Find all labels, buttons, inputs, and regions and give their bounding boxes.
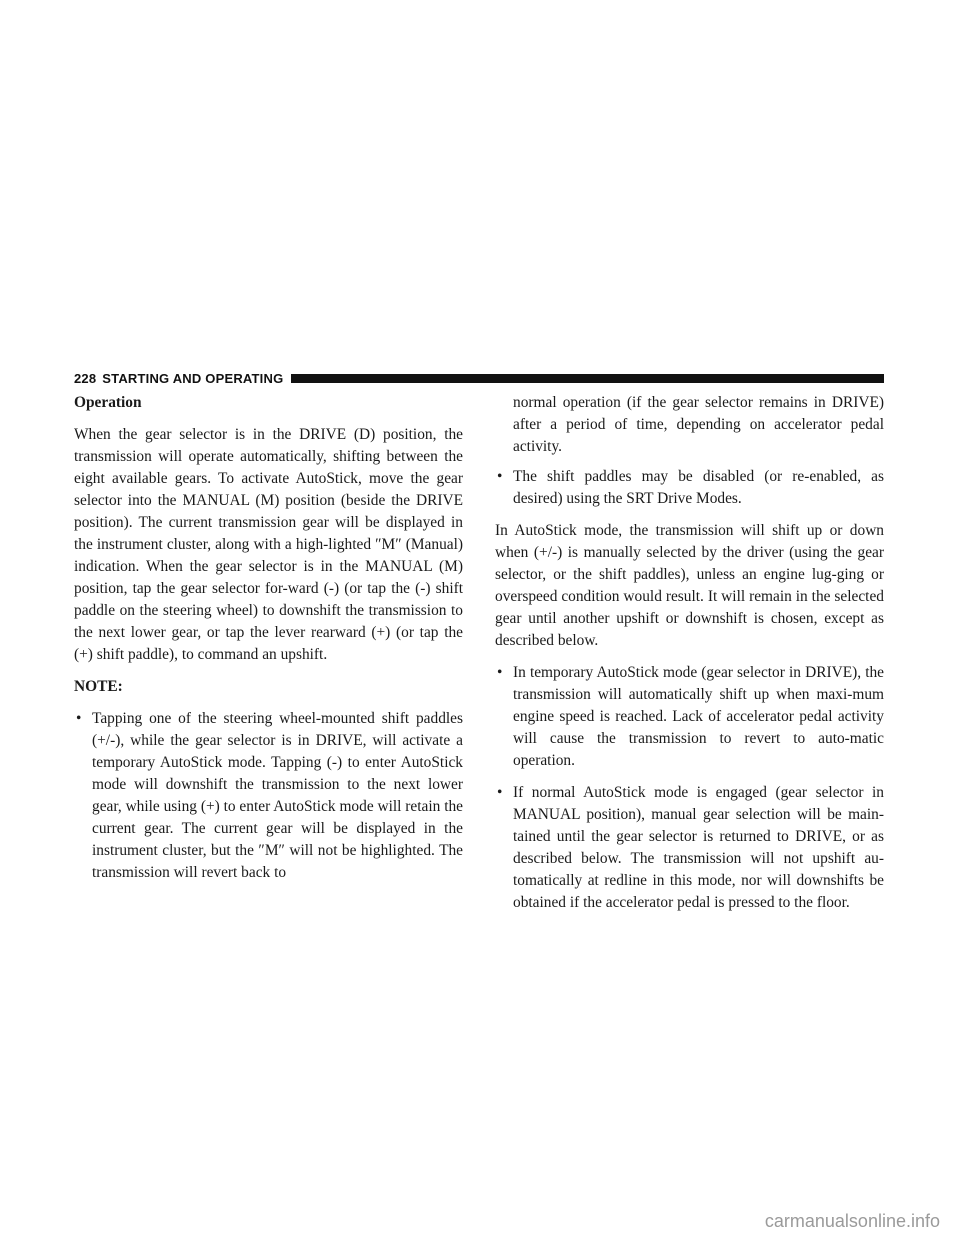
page-number: 228 (74, 370, 97, 386)
section-title: STARTING AND OPERATING (102, 370, 284, 386)
bullet-text: If normal AutoStick mode is engaged (gear selector in MANUAL position), manual gear selection will be main-tained until the gear selector is returned to DRIVE, or as described below. The transmission will not upshift au-tomatically at redline in this mode, nor will downshifts be obtained if the accelerator pedal is pressed to the floor. (513, 784, 884, 911)
right-column (495, 392, 884, 924)
section-heading: Operation (74, 394, 142, 411)
operation-paragraph: When the gear selector is in the DRIVE (D) position, the transmission will operate automatically, shifting between the eight available gears. To activate AutoStick, move the gear selector into the MANUAL (M) position (beside the DRIVE position). The current transmission gear will be displayed in the instrument cluster, along with a high-lighted ″M″ (Manual) indication. When the gear selector is in the MANUAL (M) position, tap the gear selector for-ward (-) (or tap the (-) shift paddle on the steering wheel) to downshift the transmission to the next lower gear, or tap the lever rearward (+) (or tap the (+) shift paddle), to command an upshift. (74, 426, 463, 663)
left-column (74, 392, 463, 894)
continued-text: normal operation (if the gear selector remains in DRIVE) after a period of time, depending on accelerator pedal activity. (513, 394, 884, 455)
bullet-dot: • (76, 710, 82, 727)
bullet-item (495, 466, 884, 510)
page-header (74, 368, 884, 388)
bullet-dot: • (497, 664, 503, 681)
header-rule (291, 374, 884, 383)
note-label: NOTE: (74, 678, 123, 695)
bullet-item (74, 708, 463, 884)
bullet-text: The shift paddles may be disabled (or re-enabled, as desired) using the SRT Drive Modes. (513, 468, 884, 507)
bullet-text: Tapping one of the steering wheel-mounted shift paddles (+/-), while the gear selector is in DRIVE, will activate a temporary AutoStick mode. Tapping (-) to enter AutoStick mode will downshift the transmission to the next lower gear, while using (+) to enter AutoStick mode will retain the current gear. The current gear will be displayed in the instrument cluster, but the ″M″ will not be highlighted. The transmission will revert back to (92, 710, 463, 881)
bullet-item (495, 662, 884, 772)
watermark-link[interactable]: carmanualsonline.info (764, 1211, 940, 1231)
bullet-dot: • (497, 468, 503, 485)
bullet-item (495, 782, 884, 914)
bullet-text: In temporary AutoStick mode (gear selector in DRIVE), the transmission will automatically shift up when maxi-mum engine speed is reached. Lack of accelerator pedal activity will cause the transmission to revert to auto-matic operation. (513, 664, 884, 769)
bullet-dot: • (497, 784, 503, 801)
autostick-paragraph: In AutoStick mode, the transmission will shift up or down when (+/-) is manually selected by the driver (using the gear selector, or the shift paddles), unless an engine lug-ging or overspeed condition would result. It will remain in the selected gear until another upshift or downshift is chosen, except as described below. (495, 522, 884, 649)
